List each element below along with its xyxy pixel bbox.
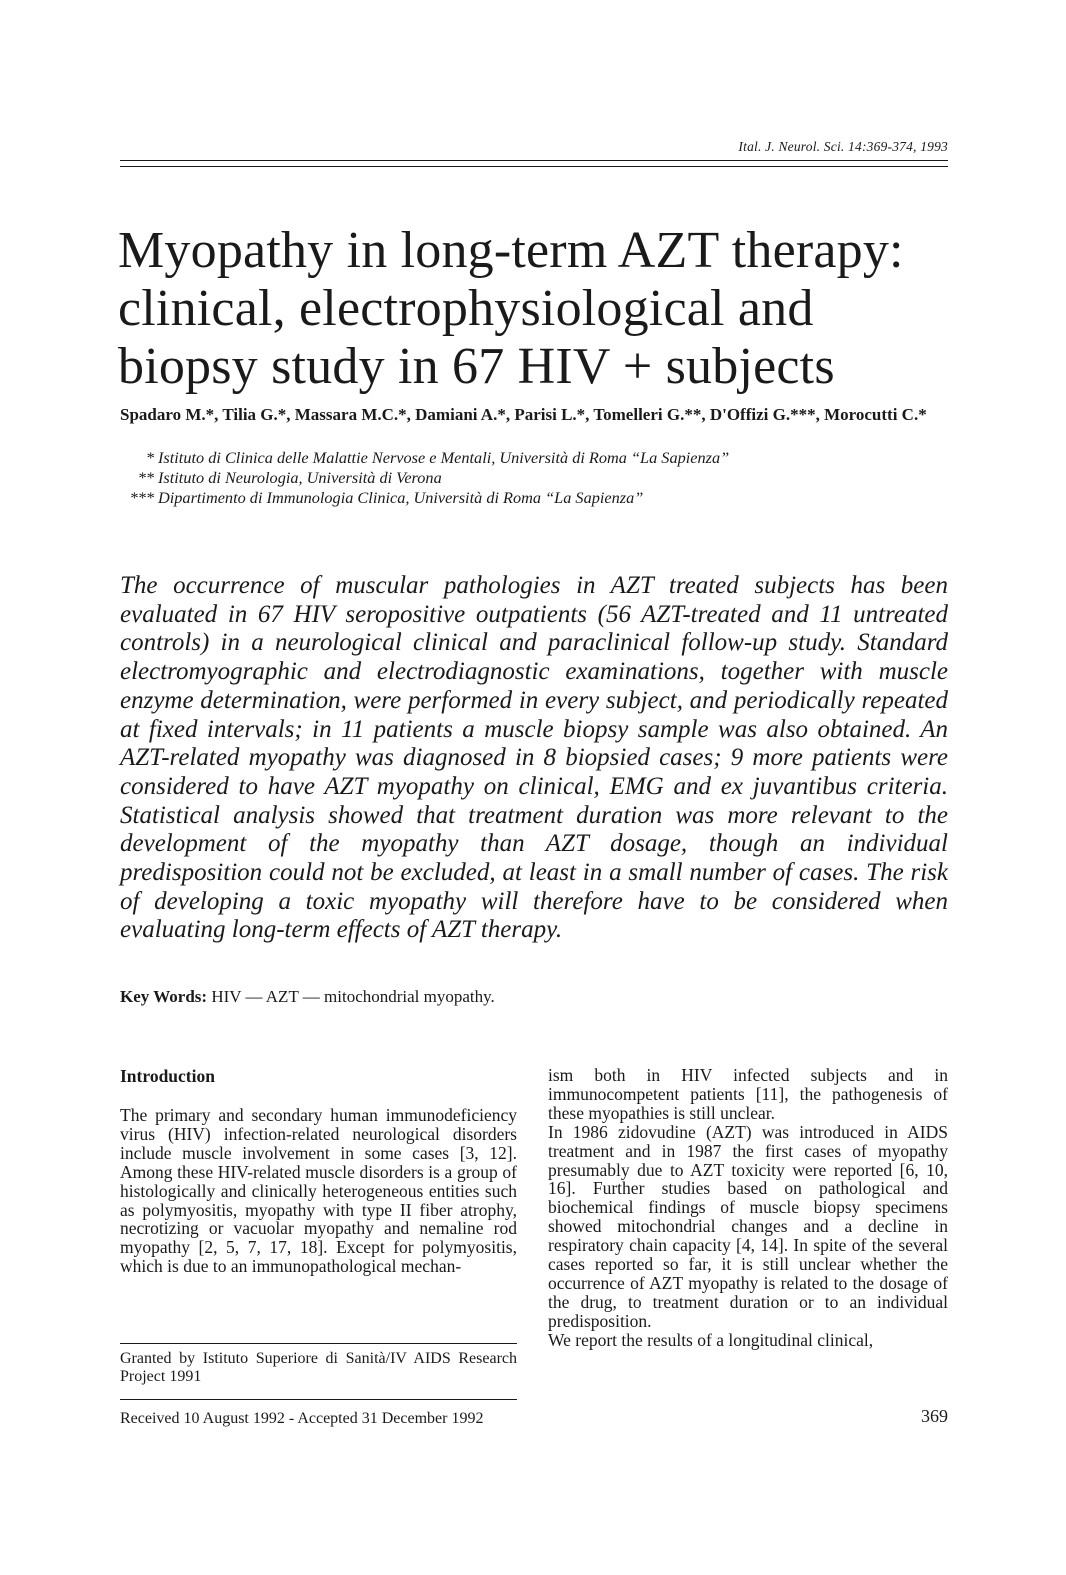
footnote-rule: [120, 1343, 517, 1344]
affiliation-mark: ***: [129, 488, 154, 507]
affiliation-list: [120, 448, 950, 508]
keywords-label: Key Words:: [120, 987, 208, 1006]
body-paragraph: In 1986 zidovudine (AZT) was introduced in AIDS treatment and in 1987 the first cases of myopathy presumably due to AZT toxicity were reported [6, 10, 16]. Further studies based on pathological and biochemical findings of muscle biopsy specimens showed mitochondrial changes and a decline in respiratory chain capacity [4, 14]. In spite of the several cases reported so far, it is still unclear whether the occurrence of AZT myopathy is related to the dosage of the drug, to treatment duration or to an individual predisposition.: [548, 1121, 948, 1331]
affiliation-item: [120, 448, 950, 468]
page-number: 369: [921, 1406, 948, 1426]
keywords: [120, 987, 950, 1007]
paper-title: Myopathy in long-term AZT therapy: clinical, electrophysiological and biopsy study in 67 HIV + subjects: [118, 222, 904, 395]
affiliation-item: [120, 488, 950, 508]
body-paragraph: The primary and secondary human immunodeficiency virus (HIV) infection-related neurological disorders include muscle involvement in some cases [3, 12]. Among these HIV-related muscle disorders is a group of histologically and clinically heterogeneous entities such as polymyositis, myopathy with type II fiber atrophy, necrotizing or vacuolar myopathy and nemaline rod myopathy [2, 5, 7, 17, 18]. Except for polymyositis, which is due to an immunopathological mechan-: [120, 1105, 517, 1277]
running-head: Ital. J. Neurol. Sci. 14:369-374, 1993: [738, 139, 948, 154]
affiliation-mark: **: [137, 468, 154, 487]
author-list: Spadaro M.*, Tilia G.*, Massara M.C.*, Damiani A.*, Parisi L.*, Tomelleri G.**, D'Offizi G.***, Morocutti C.*: [120, 405, 927, 424]
left-column: [120, 1066, 517, 1276]
body-paragraph: ism both in HIV infected subjects and in immunocompetent patients [11], the pathogenesis of these myopathies is still unclear.: [548, 1065, 948, 1123]
right-column: [548, 1066, 948, 1350]
keywords-value: HIV — AZT — mitochondrial myopathy.: [211, 987, 495, 1006]
footnote-rule-secondary: [120, 1399, 517, 1400]
affiliation-item: [120, 468, 950, 488]
affiliation-text: Istituto di Clinica delle Malattie Nervose e Mentali, Università di Roma “La Sapienza”: [158, 448, 730, 467]
body-paragraph: We report the results of a longitudinal clinical,: [548, 1329, 874, 1350]
affiliation-mark: *: [145, 448, 154, 467]
section-heading-introduction: Introduction: [120, 1066, 215, 1086]
header-rule-secondary: [120, 166, 948, 167]
affiliation-text: Dipartimento di Immunologia Clinica, Università di Roma “La Sapienza”: [158, 488, 644, 507]
received-dates: Received 10 August 1992 - Accepted 31 December 1992: [120, 1410, 484, 1427]
header-rule: [120, 160, 948, 161]
abstract: The occurrence of muscular pathologies in AZT treated subjects has been evaluated in 67 HIV seropositive outpatients (56 AZT-treated and 11 untreated controls) in a neurological clinical and paraclinical follow-up study. Standard electromyographic and electrodiagnostic examinations, together with muscle enzyme determination, were performed in every subject, and periodically repeated at fixed intervals; in 11 patients a muscle biopsy sample was also obtained. An AZT-related myopathy was diagnosed in 8 biopsied cases; 9 more patients were considered to have AZT myopathy on clinical, EMG and ex juvantibus criteria. Statistical analysis showed that treatment duration was more relevant to the development of the myopathy than AZT dosage, though an individual predisposition could not be excluded, at least in a small number of cases. The risk of developing a toxic myopathy will therefore have to be considered when evaluating long-term effects of AZT therapy.: [120, 572, 948, 944]
grant-footnote: Granted by Istituto Superiore di Sanità/IV AIDS Research Project 1991: [120, 1350, 517, 1385]
affiliation-text: Istituto di Neurologia, Università di Verona: [158, 468, 442, 487]
